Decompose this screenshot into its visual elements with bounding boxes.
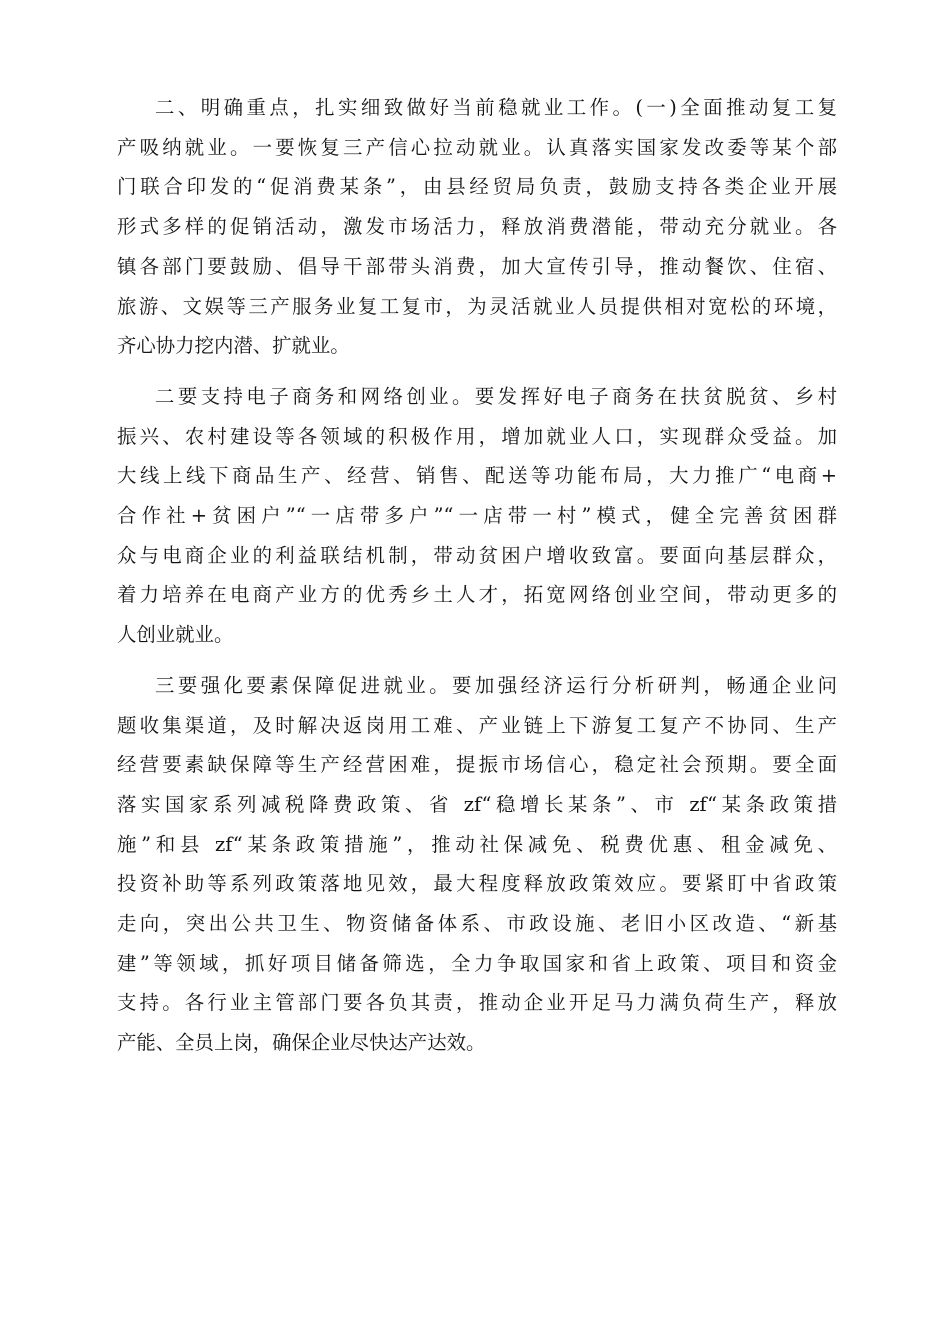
paragraph-1 (117, 88, 837, 366)
paragraph-line: 合作社+贫困户”“一店带多户”“一店带一村”模式，健全完善贫困群 (117, 504, 837, 528)
paragraph-line: 镇各部门要鼓励、倡导干部带头消费，加大宣传引导，推动餐饮、住宿、 (117, 254, 837, 278)
paragraph-line: 齐心协力挖内潜、扩就业。 (117, 334, 350, 358)
paragraph-3 (117, 666, 837, 1063)
paragraph-line: 经营要素缺保障等生产经营困难，提振市场信心，稳定社会预期。要全面 (117, 753, 837, 777)
paragraph-line: 人创业就业。 (117, 623, 234, 647)
paragraph-line: 二要支持电子商务和网络创业。要发挥好电子商务在扶贫脱贫、乡村 (155, 384, 837, 408)
paragraph-line: 建”等领域，抓好项目储备筛选，全力争取国家和省上政策、项目和资金 (117, 951, 837, 975)
paragraph-line: 振兴、农村建设等各领域的积极作用，增加就业人口，实现群众受益。加 (117, 424, 837, 448)
paragraph-line: 着力培养在电商产业方的优秀乡土人才，拓宽网络创业空间，带动更多的 (117, 583, 837, 607)
paragraph-line: 走向，突出公共卫生、物资储备体系、市政设施、老旧小区改造、“新基 (117, 912, 837, 936)
paragraph-line: 门联合印发的“促消费某条”，由县经贸局负责，鼓励支持各类企业开展 (117, 175, 837, 199)
paragraph-line: 投资补助等系列政策落地见效，最大程度释放政策效应。要紧盯中省政策 (117, 872, 837, 896)
paragraph-line: 形式多样的促销活动，激发市场活力，释放消费潜能，带动充分就业。各 (117, 215, 837, 239)
paragraph-line: 题收集渠道，及时解决返岗用工难、产业链上下游复工复产不协同、生产 (117, 713, 837, 737)
paragraph-line: 三要强化要素保障促进就业。要加强经济运行分析研判，畅通企业问 (155, 673, 837, 697)
paragraph-line: 支持。各行业主管部门要各负其责，推动企业开足马力满负荷生产，释放 (117, 991, 837, 1015)
paragraph-line: 二、明确重点，扎实细致做好当前稳就业工作。(一)全面推动复工复 (155, 96, 837, 119)
paragraph-line: 产能、全员上岗，确保企业尽快达产达效。 (117, 1031, 486, 1055)
document-body (117, 88, 837, 1063)
paragraph-2 (117, 377, 837, 655)
paragraph-line: 产吸纳就业。一要恢复三产信心拉动就业。认真落实国家发改委等某个部 (117, 135, 837, 159)
paragraph-line: 众与电商企业的利益联结机制，带动贫困户增收致富。要面向基层群众， (117, 543, 837, 567)
paragraph-line: 旅游、文娱等三产服务业复工复市，为灵活就业人员提供相对宽松的环境， (117, 294, 837, 318)
paragraph-line: 落实国家系列减税降费政策、省 zf“稳增长某条”、市 zf“某条政策措 (117, 792, 837, 816)
paragraph-line: 施”和县 zf“某条政策措施”，推动社保减免、税费优惠、租金减免、 (117, 832, 837, 856)
paragraph-line: 大线上线下商品生产、经营、销售、配送等功能布局，大力推广“电商+ (117, 464, 837, 488)
